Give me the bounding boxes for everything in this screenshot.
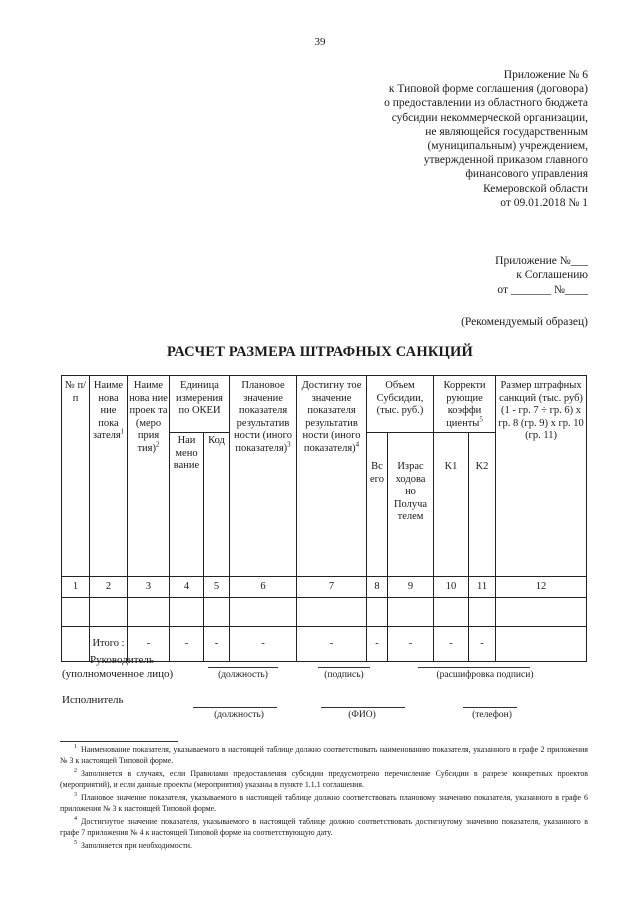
total-value: - [297,627,367,662]
head-label-authorized: (уполномоченное лицо) [62,668,174,680]
total-value: - [469,627,496,662]
column-number: 4 [170,577,204,598]
table-cell[interactable] [128,598,170,627]
head-signature-caption: (подпись) [324,670,364,680]
header-indicator: Наиме нова ние пока зателя$^1$ [90,376,128,577]
column-number: 7 [297,577,367,598]
executor-position-caption: (должность) [214,710,264,720]
footnote: $^1$ Наименование показателя, указываемого в настоящей таблице должно соответствовать наименованию показателя, указанного в графе 2 приложения № 3 к настоящей Типовой форме. [60,744,588,765]
header-achieved: Достигну тое значение показателя результатив ности (иного показателя)$^4$ [297,376,367,577]
total-value: - [170,627,204,662]
table-cell[interactable] [62,598,90,627]
table-cell[interactable] [170,598,204,627]
header-volume-spent: Израс ходова но Получа телем [388,433,434,577]
footnote-mark: 4 [355,440,360,448]
table-cell[interactable] [496,598,587,627]
header-unit: Единица измерения по ОКЕИ [170,376,230,433]
table-cell[interactable] [230,598,297,627]
header-unit-code: Код [204,433,230,577]
table-cell [62,627,90,662]
executor-label: Исполнитель [62,694,124,706]
table-cell[interactable] [469,598,496,627]
table-cell[interactable] [297,598,367,627]
table-cell[interactable] [388,598,434,627]
head-label: Руководитель [90,654,154,666]
agreement-line: Приложение №___ [495,255,588,267]
footnote: $^3$ Плановое значение показателя, указываемого в настоящей таблице должно соответствовать плановому значению показателя, указанного в графе 6 приложения № 3 к настоящей Типовой форме. [60,792,588,813]
table-cell[interactable] [367,598,388,627]
head-position-line[interactable] [208,667,278,668]
total-value: - [230,627,297,662]
header-num: № п/п [62,376,90,577]
column-number: 3 [128,577,170,598]
appendix-line: (муниципальным) учреждением, [427,140,588,153]
head-decoding-line[interactable] [418,667,530,668]
column-number: 2 [90,577,128,598]
column-number: 8 [367,577,388,598]
footnote-mark: 5 [479,415,483,423]
recommended-sample-note: (Рекомендуемый образец) [461,316,588,328]
column-number: 5 [204,577,230,598]
header-volume: Объем Субсидии, (тыс. руб.) [367,376,434,433]
total-value: - [434,627,469,662]
column-number: 10 [434,577,469,598]
footnotes [60,744,588,853]
column-number: 9 [388,577,434,598]
executor-name-line[interactable] [321,707,405,708]
footnote: $^2$ Заполняется в случаях, если Правилами предоставления субсидии предусмотрено перечисление Субсидии в разрезе конкретных проектов (мероприятий), и если данные проекты (мероприятия) указаны в пункте 1.1.1 соглашения. [60,768,588,789]
header-coefficients: Корректи рующие коэффи циенты$^5$ [434,376,496,433]
agreement-line: от _______ №____ [497,283,588,296]
total-value: - [128,627,170,662]
sanctions-table [61,375,587,662]
table-cell[interactable] [434,598,469,627]
total-label: Итого : [90,627,128,662]
appendix-line: от 09.01.2018 № 1 [500,196,588,209]
agreement-block [368,254,588,297]
total-value: - [367,627,388,662]
footnote-mark: 3 [287,440,291,448]
footnote: $^5$ Заполняется при необходимости. [74,840,192,850]
column-number: 11 [469,577,496,598]
footnote-separator [60,741,178,742]
appendix-line: не являющейся государственным [425,125,588,138]
column-number: 12 [496,577,587,598]
header-k2: K2 [469,433,496,577]
total-value: - [204,627,230,662]
head-position-caption: (должность) [218,670,268,680]
executor-phone-line[interactable] [463,707,517,708]
appendix-line: утвержденной приказом главного [423,154,588,167]
appendix-line: Приложение № 6 [503,69,588,81]
page-number: 39 [314,36,326,48]
executor-phone-caption: (телефон) [472,710,512,720]
column-number: 6 [230,577,297,598]
column-number: 1 [62,577,90,598]
table-row [62,598,587,627]
header-unit-name: Наи мено вание [170,433,204,577]
head-signature-line[interactable] [318,667,370,668]
executor-position-line[interactable] [193,707,277,708]
appendix-line: финансового управления [465,168,588,181]
footnote-mark: 1 [120,427,125,436]
appendix-line: о предоставлении из областного бюджета [384,97,588,110]
header-k1: K1 [434,433,469,577]
executor-name-caption: (ФИО) [348,710,376,720]
footnote: $^4$ Достигнутое значение показателя, указываемого в настоящей таблице должно соответствовать достигнутому значению показателя, указанного в графе 7 приложения № 4 к настоящей Типовой форме на соответствующую дату. [60,816,588,837]
appendix-line: к Типовой форме соглашения (договора) [388,83,588,96]
head-decoding-caption: (расшифровка подписи) [436,670,534,680]
document-title: РАСЧЕТ РАЗМЕРА ШТРАФНЫХ САНКЦИЙ [167,344,473,360]
total-value: - [388,627,434,662]
appendix-line: Кемеровской области [483,182,588,195]
table-cell[interactable] [204,598,230,627]
table-cell [496,627,587,662]
header-sanction-amount: Размер штрафных санкций (тыс. руб) (1 - гр. 7 ÷ гр. 6) x гр. 8 (гр. 9) x гр. 10 (гр. 11) [496,376,587,577]
appendix-line: субсидии некоммерческой организации, [391,111,588,124]
agreement-line: к Соглашению [516,269,588,282]
table-cell[interactable] [90,598,128,627]
header-volume-total: Вс его [367,433,388,577]
header-project: Наиме нова ние проек та (меро прия тия)$^2$ [128,376,170,577]
footnote-mark: 2 [156,440,160,448]
appendix-header [288,68,588,210]
header-planned: Плановое значение показателя результатив ности (иного показателя)$^3$ [230,376,297,577]
